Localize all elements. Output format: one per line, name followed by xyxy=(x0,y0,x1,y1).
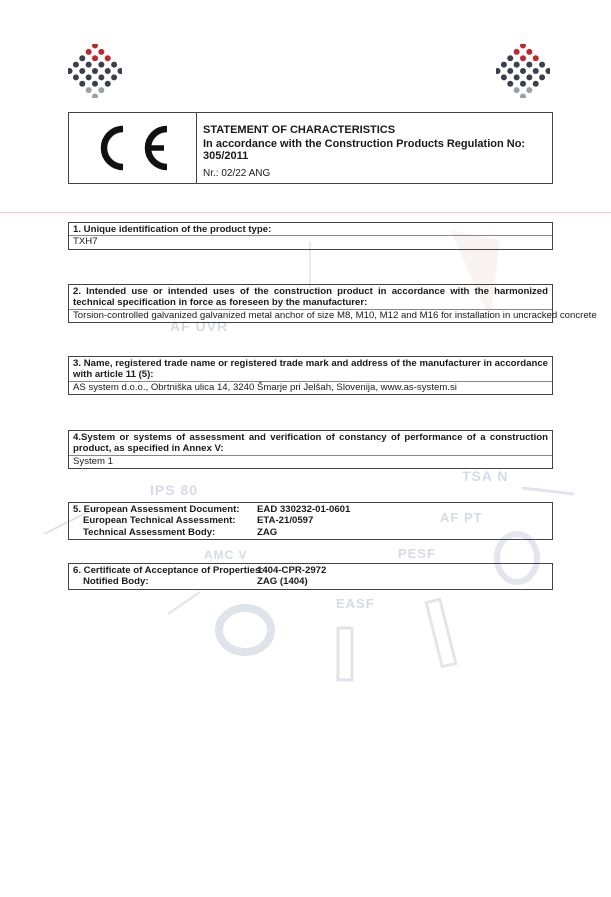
watermark-label: AF UVR xyxy=(170,318,229,334)
section-avcp-system xyxy=(68,430,553,469)
sleeve-image xyxy=(334,624,358,684)
section-assessment xyxy=(68,502,553,540)
watermark-label: AMC V xyxy=(204,548,248,562)
company-logo-left xyxy=(68,44,122,98)
watermark-label: TSA N xyxy=(462,468,509,484)
section-question: 3. Name, registered trade name or registered trade mark and address of the manufacturer in accordance with article 11 (5): xyxy=(73,358,548,381)
section-answer: Torsion-controlled galvanized galvanized metal anchor of size M8, M10, M12 and M16 for installation in uncracked concrete xyxy=(69,309,552,322)
assessment-row xyxy=(69,527,552,538)
row-label: 6. Certificate of Acceptance of Properties: xyxy=(73,565,264,576)
document-header xyxy=(68,112,553,184)
section-question: 2. Intended use or intended uses of the construction product in accordance with the harmonized technical specification in force as foreseen by the manufacturer: xyxy=(73,286,548,309)
assessment-row xyxy=(69,504,552,515)
row-label: 5. European Assessment Document: xyxy=(73,504,240,515)
row-value: ZAG xyxy=(257,526,278,538)
section-answer: AS system d.o.o., Obrtniška ulica 14, 3240 Šmarje pri Jelšah, Slovenija, www.as-system.si xyxy=(69,381,552,394)
document-number: Nr.: 02/22 ANG xyxy=(203,168,271,179)
row-value: 1404-CPR-2972 xyxy=(257,565,327,576)
section-product-type xyxy=(68,222,553,250)
watermark-label: PESF xyxy=(398,546,436,561)
certificate-row xyxy=(69,565,552,576)
scan-line xyxy=(0,212,611,213)
row-value: EAD 330232-01-0601 xyxy=(257,504,351,515)
certificate-row xyxy=(69,576,552,587)
section-intended-use xyxy=(68,284,597,323)
section-answer: System 1 xyxy=(69,455,552,468)
anchor-image xyxy=(420,596,470,672)
pin-image xyxy=(164,588,204,618)
section-answer: TXH7 xyxy=(69,235,552,248)
regulation-text: In accordance with the Construction Products Regulation No: 305/2011 xyxy=(203,138,526,162)
washer-image xyxy=(210,600,280,660)
page-title: STATEMENT OF CHARACTERISTICS xyxy=(203,124,396,136)
watermark-label: IPS 80 xyxy=(150,482,199,498)
company-logo-right xyxy=(496,44,550,98)
ce-mark-icon xyxy=(83,123,183,173)
assessment-row xyxy=(69,515,552,526)
row-label: Notified Body: xyxy=(83,576,149,588)
ce-mark-cell xyxy=(69,113,197,183)
row-value: ZAG (1404) xyxy=(257,576,308,588)
section-question: 1. Unique identification of the product type: xyxy=(73,224,272,235)
bolt-image xyxy=(518,480,578,500)
row-label: Technical Assessment Body: xyxy=(83,526,216,538)
section-question: 4.System or systems of assessment and verification of constancy of performance of a construction product, as specified in Annex V: xyxy=(73,432,548,455)
section-manufacturer xyxy=(68,356,553,395)
watermark-label: AF PT xyxy=(440,510,483,525)
row-label: European Technical Assessment: xyxy=(83,515,236,527)
row-value: ETA-21/0597 xyxy=(257,515,314,527)
watermark-label: EASF xyxy=(336,596,375,611)
section-certificate xyxy=(68,563,553,590)
